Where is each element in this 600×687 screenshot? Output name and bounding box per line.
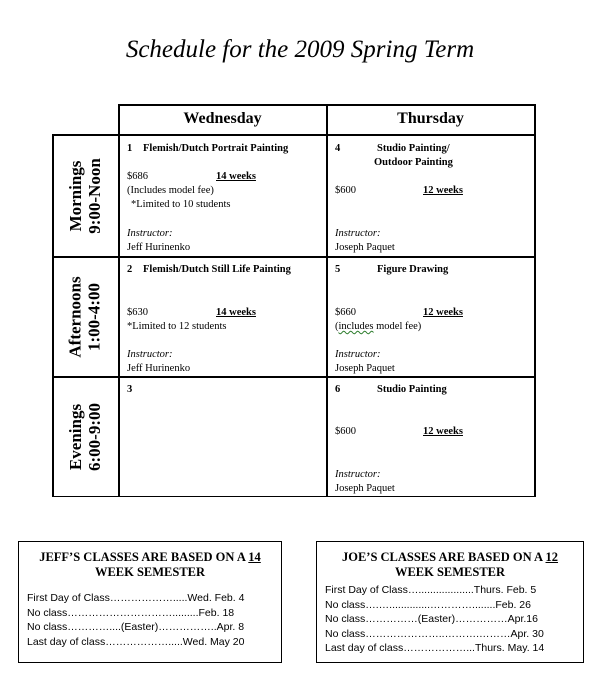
course-price: $660 [335,307,356,318]
grid-line [52,256,536,258]
cell-wed-evening [127,383,323,493]
grid-line [326,104,328,497]
cell-wed-morning [127,142,323,254]
course-note: *Limited to 12 students [127,321,227,332]
date-line: No class………………………….........Feb. 18 [27,606,235,619]
row-label-afternoons [52,257,118,376]
course-number: 2 [127,264,133,275]
instructor-label: Instructor: [335,469,381,480]
date-line: No class…………....(Easter)……………..Apr. 8 [27,621,245,633]
instructor-name: Jeff Hurinenko [127,242,191,253]
heading-weeks: 14 [248,550,261,564]
instructor-label: Instructor: [335,349,381,360]
row-label-name: Mornings [66,160,85,231]
row-label-time: 1:00-4:00 [85,282,104,351]
course-title: Outdoor Painting [374,157,453,168]
header-wednesday: Wednesday [183,110,262,127]
cell-thu-evening [335,383,531,493]
course-title: Flemish/Dutch Still Life Painting [143,264,291,275]
joe-box-heading [317,550,583,580]
date-line: No class….…..............…………........Feb. 26 [325,598,531,611]
heading-text: WEEK SEMESTER [94,565,206,579]
row-label-mornings [52,135,118,256]
course-number: 5 [335,264,341,275]
course-note: *Limited to 10 students [131,199,231,210]
jeff-semester-box [18,541,282,663]
heading-text: JOE’S CLASSES ARE BASED ON A [341,550,546,564]
date-line: First Day of Class…...................Thurs. Feb. 5 [325,584,537,596]
schedule-grid [52,104,536,497]
grid-line [52,134,536,136]
course-weeks: 12 weeks [423,426,463,437]
jeff-dates-list [19,591,281,649]
course-weeks: 12 weeks [423,307,463,318]
joe-dates-list [317,583,583,656]
instructor-label: Instructor: [127,228,173,239]
cell-thu-morning [335,142,531,254]
date-line: Last day of class………………...Thurs. May. 14 [325,642,545,654]
instructor-name: Joseph Paquet [335,363,395,374]
instructor-label: Instructor: [335,228,381,239]
note-open: ( [335,321,339,332]
heading-text: JEFF’S CLASSES ARE BASED ON A [39,550,249,564]
course-number: 4 [335,143,341,154]
note-rest: model fee) [373,321,422,332]
course-weeks: 12 weeks [423,185,463,196]
instructor-name: Joseph Paquet [335,242,395,253]
cell-thu-afternoon [335,263,531,375]
note-squiggle: includes [338,321,374,332]
course-number: 3 [127,384,133,395]
date-line: Last day of class……………….....Wed. May 20 [27,635,245,648]
date-line: No class……………(Easter)……………Apr.16 [325,613,538,625]
jeff-box-heading [19,550,281,580]
instructor-name: Jeff Hurinenko [127,363,191,374]
row-label-evenings [52,377,118,496]
course-note [335,320,421,334]
heading-text: WEEK SEMESTER [394,565,506,579]
course-price: $630 [127,307,148,318]
course-number: 1 [127,143,133,154]
row-label-time: 6:00-9:00 [85,402,105,471]
row-label-time: 9:00-Noon [85,157,104,234]
course-title: Figure Drawing [377,264,449,275]
course-price: $600 [335,185,356,196]
grid-line [52,496,536,498]
row-label-name: Afternoons [66,275,85,358]
cell-wed-afternoon [127,263,323,375]
course-weeks: 14 weeks [216,171,256,182]
header-thursday: Thursday [397,110,464,127]
course-title: Studio Painting [377,384,447,395]
course-title: Studio Painting/ [377,143,450,154]
course-price: $600 [335,426,356,437]
instructor-label: Instructor: [127,349,173,360]
grid-line [118,104,120,497]
course-note: (Includes model fee) [127,185,214,196]
instructor-name: Joseph Paquet [335,483,395,494]
course-price: $686 [127,171,148,182]
course-number: 6 [335,384,341,395]
heading-weeks: 12 [545,550,559,564]
row-label-name: Evenings [66,403,86,470]
joe-semester-box [316,541,584,663]
date-line: First Day of Class……………….....Wed. Feb. 4 [27,592,245,604]
grid-line [52,376,536,378]
course-title: Flemish/Dutch Portrait Painting [143,143,289,154]
course-weeks: 14 weeks [216,307,256,318]
page-title: Schedule for the 2009 Spring Term [125,36,475,63]
grid-line [534,104,536,497]
date-line: No class…………………..……….………Apr. 30 [325,627,544,640]
